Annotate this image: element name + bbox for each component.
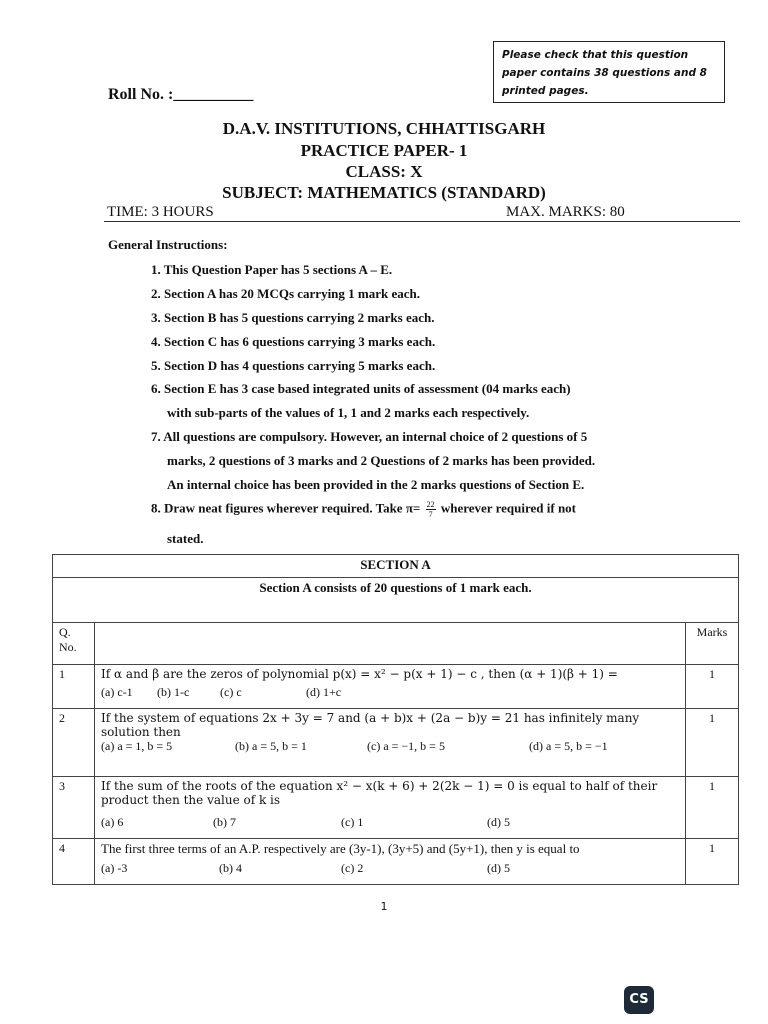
option-d: (d) 5 [487,815,510,829]
options-row [101,685,679,700]
option-b: (b) 7 [213,815,236,829]
question-marks: 1 [686,665,739,709]
option-b: (b) 4 [219,861,242,875]
time-label: TIME: 3 HOURS [107,204,214,220]
table-row [53,709,739,777]
option-a: (a) 6 [101,815,124,829]
paper-title: PRACTICE PAPER- 1 [300,141,468,160]
options-row [101,739,679,754]
instruction-item: 6. Section E has 3 case based integrated units of assessment (04 marks each) [151,381,571,396]
instruction-item [151,500,576,519]
option-c: (c) a = −1, b = 5 [367,739,445,753]
section-subtitle: Section A consists of 20 questions of 1 mark each. [53,578,739,623]
question-count-notice: Please check that this question paper contains 38 questions and 8 printed pages. [493,41,725,103]
instruction-item: An internal choice has been provided in the 2 marks questions of Section E. [167,477,585,492]
camscanner-logo-icon: CS [624,986,654,1014]
options-row [101,815,679,830]
question-number: 2 [53,709,95,777]
option-c: (c) 1 [341,815,364,829]
question-header [95,623,686,665]
options-row [101,861,679,876]
option-b: (b) 1-c [157,685,190,699]
question-text: The first three terms of an A.P. respectively are (3y-1), (3y+5) and (5y+1), then y is equal to [101,841,580,856]
marks-header: Marks [686,623,739,665]
roll-number-field: Roll No. :__________ [108,86,254,103]
instruction-item: 5. Section D has 4 questions carrying 5 marks each. [151,358,436,373]
instruction-item: 7. All questions are compulsory. However, an internal choice of 2 questions of 5 [151,429,588,444]
page-number: 1 [380,900,388,913]
header-divider [104,221,740,222]
option-d: (d) a = 5, b = −1 [529,739,608,753]
section-title: SECTION A [53,555,739,578]
class-title: CLASS: X [345,162,423,181]
option-d: (d) 5 [487,861,510,875]
question-text: If α and β are the zeros of polynomial p(x) = x² − p(x + 1) − c , then (α + 1)(β + 1) = [101,667,618,681]
instruction-item: marks, 2 questions of 3 marks and 2 Questions of 2 marks has been provided. [167,453,596,468]
question-marks: 1 [686,839,739,885]
instructions-title: General Instructions: [108,237,228,252]
instruction-item: 4. Section C has 6 questions carrying 3 marks each. [151,334,436,349]
question-text: If the sum of the roots of the equation x² − x(k + 6) + 2(2k − 1) = 0 is equal to half of their product then the value of k is [101,779,658,807]
question-cell [95,777,686,839]
institution-title: D.A.V. INSTITUTIONS, CHHATTISGARH [222,119,546,138]
instruction-text: wherever required if not [440,500,577,516]
table-row [53,839,739,885]
instruction-text: 8. Draw neat figures wherever required. Take π= [151,500,421,516]
instruction-item: 3. Section B has 5 questions carrying 2 marks each. [151,310,435,325]
instruction-item: stated. [167,531,204,546]
option-c: (c) 2 [341,861,364,875]
instruction-item: 1. This Question Paper has 5 sections A – E. [151,262,393,277]
question-cell [95,665,686,709]
section-a-table [52,554,739,885]
pi-numerator: 22 [426,500,435,509]
option-b: (b) a = 5, b = 1 [235,739,307,753]
option-a: (a) -3 [101,861,128,875]
instruction-item: 2. Section A has 20 MCQs carrying 1 mark each. [151,286,421,301]
pi-fraction [426,500,436,519]
option-c: (c) c [220,685,242,699]
question-number: 4 [53,839,95,885]
instruction-item: with sub-parts of the values of 1, 1 and 2 marks each respectively. [167,405,530,420]
question-marks: 1 [686,777,739,839]
question-marks: 1 [686,709,739,777]
table-row [53,777,739,839]
subject-title: SUBJECT: MATHEMATICS (STANDARD) [222,183,546,202]
option-a: (a) a = 1, b = 5 [101,739,173,753]
option-d: (d) 1+c [306,685,342,699]
table-row [53,665,739,709]
option-a: (a) c-1 [101,685,133,699]
question-text: If the system of equations 2x + 3y = 7 and (a + b)x + (2a − b)y = 21 has infinitely many solution then [101,711,640,739]
question-number: 1 [53,665,95,709]
question-cell [95,839,686,885]
pi-denominator: 7 [428,510,433,519]
question-cell [95,709,686,777]
qno-header: Q. No. [53,623,95,665]
question-number: 3 [53,777,95,839]
max-marks-label: MAX. MARKS: 80 [506,204,625,220]
